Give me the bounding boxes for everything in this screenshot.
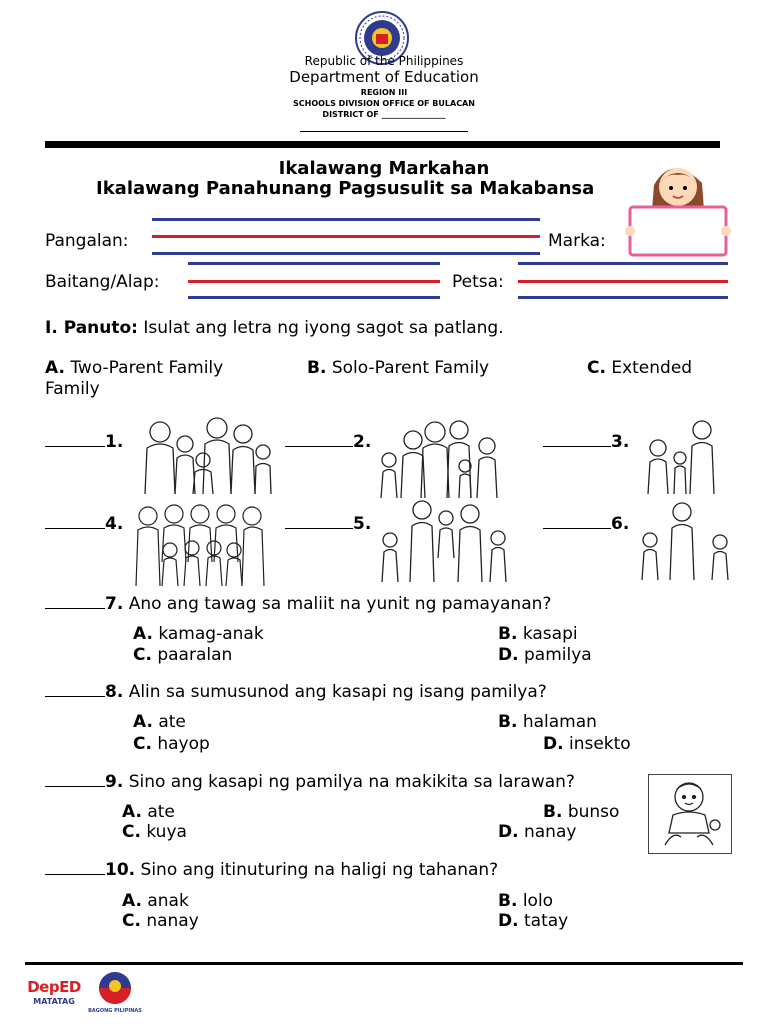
- grade-label: Baitang/Alap:: [45, 272, 160, 292]
- answer-blank-10[interactable]: [45, 860, 105, 875]
- q7-option-d[interactable]: D. pamilya: [498, 645, 592, 665]
- score-label: Marka:: [548, 231, 606, 251]
- q8-option-d[interactable]: D. insekto: [543, 734, 631, 754]
- picture-item-6[interactable]: 6.: [543, 514, 629, 534]
- child-picture-icon: [648, 774, 732, 854]
- family-picture-5-icon: [376, 498, 516, 582]
- family-picture-4-icon: [130, 502, 272, 586]
- department-text: Department of Education: [289, 68, 479, 86]
- district-text: DISTRICT OF ________________: [322, 110, 446, 119]
- bagong-pilipinas-text: BAGONG PILIPINAS: [88, 1008, 142, 1014]
- q9-option-d[interactable]: D. nanay: [498, 822, 577, 842]
- picture-item-1[interactable]: 1.: [45, 432, 123, 452]
- date-red-line[interactable]: [518, 280, 728, 283]
- name-bottom-blue-line: [152, 252, 540, 255]
- q8-option-b[interactable]: B. halaman: [498, 712, 597, 732]
- family-picture-3-icon: [636, 418, 726, 494]
- q10-option-c[interactable]: C. nanay: [122, 911, 199, 931]
- name-red-line[interactable]: [152, 235, 540, 238]
- title-line2: Ikalawang Panahunang Pagsusulit sa Makabansa: [96, 178, 595, 199]
- answer-blank-7[interactable]: [45, 594, 105, 609]
- date-bottom-blue-line: [518, 296, 728, 299]
- q8-option-a[interactable]: A. ate: [133, 712, 186, 732]
- division-text: SCHOOLS DIVISION OFFICE OF BULACAN: [293, 99, 475, 108]
- girl-holding-sign-icon: [624, 155, 734, 260]
- q7-option-a[interactable]: A. kamag-anak: [133, 624, 264, 644]
- instructions-prefix: I. Panuto:: [45, 318, 138, 338]
- q9-option-c[interactable]: C. kuya: [122, 822, 187, 842]
- q9-option-a[interactable]: A. ate: [122, 802, 175, 822]
- question-10: 10. Sino ang itinuturing na haligi ng tahanan?: [45, 860, 498, 880]
- family-picture-6-icon: [632, 500, 740, 580]
- answer-blank-8[interactable]: [45, 682, 105, 697]
- grade-red-line[interactable]: [188, 280, 440, 283]
- footer-divider: [25, 962, 743, 965]
- matatag-text: MATATAG: [33, 997, 75, 1006]
- q10-option-d[interactable]: D. tatay: [498, 911, 569, 931]
- header-underline: [300, 131, 468, 132]
- question-7: 7. Ano ang tawag sa maliit na yunit ng pamayanan?: [45, 594, 551, 614]
- republic-text: Republic of the Philippines: [304, 54, 464, 68]
- region-text: REGION III: [360, 88, 408, 97]
- picture-item-5[interactable]: 5.: [285, 514, 371, 534]
- header-divider: [45, 141, 720, 148]
- q7-option-c[interactable]: C. paaralan: [133, 645, 233, 665]
- question-9: 9. Sino ang kasapi ng pamilya na makikita sa larawan?: [45, 772, 575, 792]
- date-top-blue-line: [518, 262, 728, 265]
- q9-option-b[interactable]: B. bunso: [543, 802, 620, 822]
- picture-item-3[interactable]: 3.: [543, 432, 629, 452]
- q10-option-a[interactable]: A. anak: [122, 891, 189, 911]
- instructions: [45, 318, 504, 338]
- choice-a: A. Two-Parent Family: [45, 358, 224, 378]
- q8-option-c[interactable]: C. hayop: [133, 734, 210, 754]
- grade-bottom-blue-line: [188, 296, 440, 299]
- answer-blank-9[interactable]: [45, 772, 105, 787]
- picture-item-4[interactable]: 4.: [45, 514, 123, 534]
- date-label: Petsa:: [452, 272, 504, 292]
- q7-option-b[interactable]: B. kasapi: [498, 624, 578, 644]
- question-8: 8. Alin sa sumusunod ang kasapi ng isang pamilya?: [45, 682, 547, 702]
- title-line1: Ikalawang Markahan: [278, 158, 490, 179]
- grade-top-blue-line: [188, 262, 440, 265]
- bagong-pilipinas-logo-icon: [92, 968, 138, 1008]
- deped-logo-text: DepED: [27, 978, 81, 996]
- deped-matatag-logo: [26, 972, 82, 1018]
- instructions-text: Isulat ang letra ng iyong sagot sa patlang.: [143, 318, 504, 338]
- q10-option-b[interactable]: B. lolo: [498, 891, 554, 911]
- choice-c: C. Extended: [587, 358, 693, 378]
- name-top-blue-line: [152, 218, 540, 221]
- choice-b: B. Solo-Parent Family: [307, 358, 490, 378]
- family-picture-2-icon: [375, 418, 505, 498]
- choice-c-continued: Family: [45, 379, 100, 399]
- family-picture-1-icon: [135, 416, 275, 494]
- name-label: Pangalan:: [45, 231, 129, 251]
- picture-item-2[interactable]: 2.: [285, 432, 371, 452]
